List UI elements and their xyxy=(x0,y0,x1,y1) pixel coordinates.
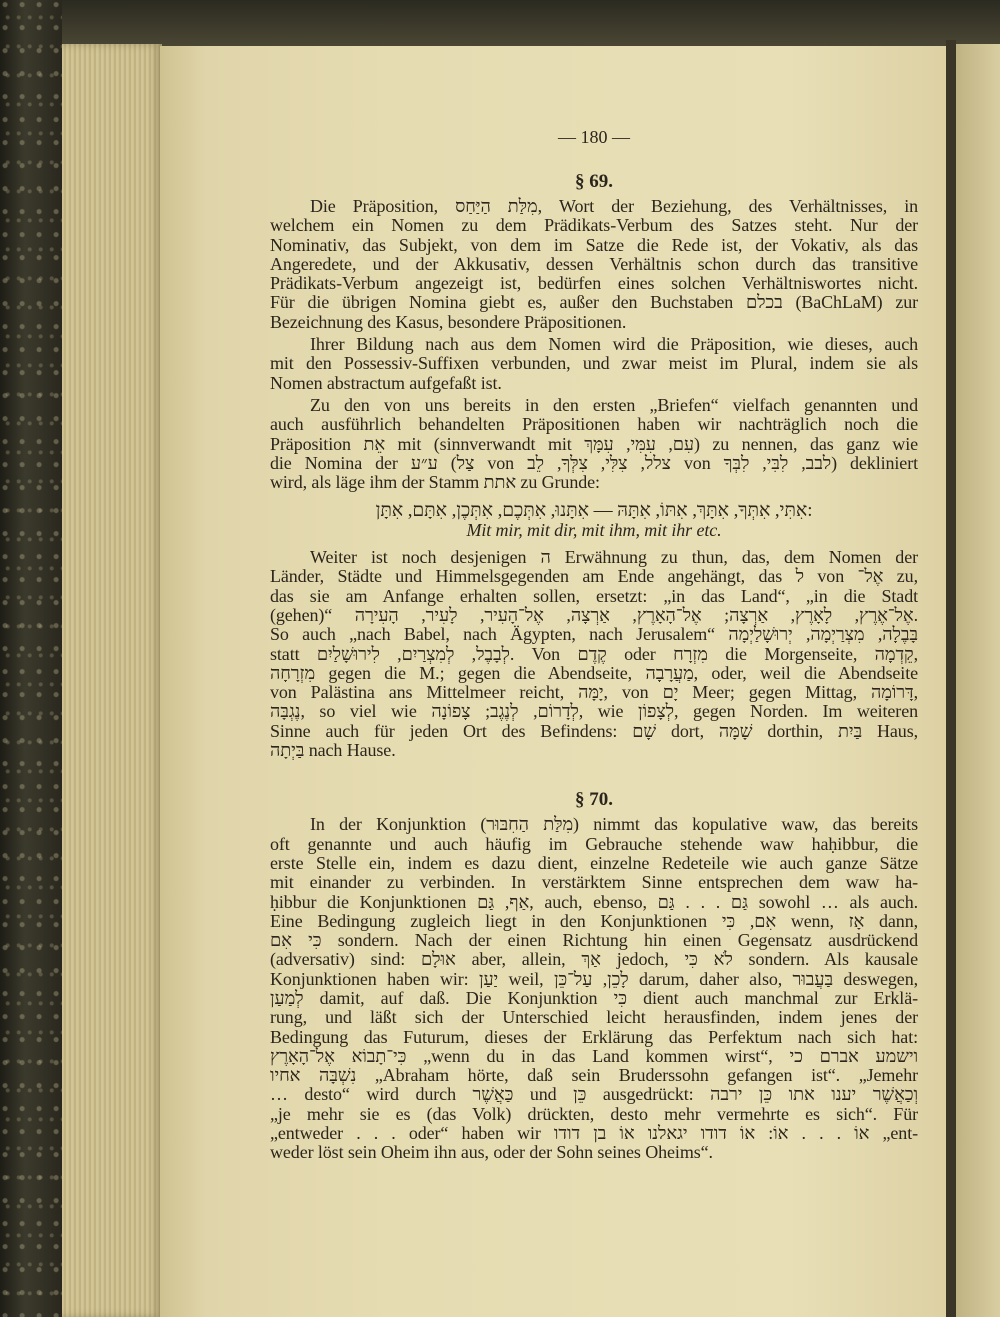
text-line: Länder, Städte und Himmelsgegenden am Ende angehängt, das ל von אֶל־ zu, xyxy=(270,566,918,587)
text-line: Nominativ, das Subjekt, von dem im Satze die Rede ist, der Vokativ, als das xyxy=(270,234,918,255)
section-heading: § 70. xyxy=(575,789,613,811)
text-line: Nomen abstractum aufgefaßt ist. xyxy=(270,372,502,393)
text-line: „je mehr sie es (das Volk) drückten, desto mehr vermehrte es sich“. Für xyxy=(270,1103,918,1124)
text-line: Für die übrigen Nomina giebt es, außer den Buchstaben בכלם (BaChLaM) zur xyxy=(270,292,918,313)
text-line: נִשְׁבָּה אחיו „Abraham hörte, daß sein Bruderssohn gefangen ist“. „Jemehr xyxy=(270,1065,918,1086)
example-block xyxy=(270,521,918,540)
paragraph xyxy=(270,335,918,393)
page-text xyxy=(270,126,918,1163)
text-line: erste Stelle ein, indem es dazu dient, einzelne Redeteile wie auch ganze Sätze xyxy=(270,852,918,873)
text-line: Die Präposition, מִלַּת הַיַּחַס, Wort der Beziehung, des Verhältnisses, in xyxy=(310,196,919,216)
text-line: welchem ein Nomen zu dem Prädikats-Verbum des Satzes steht. Nur der xyxy=(270,215,918,236)
book-binding xyxy=(0,0,62,1317)
paragraph xyxy=(270,396,918,492)
example-block xyxy=(270,501,918,520)
text-line: Weiter ist noch desjenigen ה Erwähnung zu thun, das, dem Nomen der xyxy=(310,547,918,568)
gutter-shadow xyxy=(946,40,956,1317)
text-line: Angeredete, und der Akkusativ, dessen Verhältnis schon durch das transitive xyxy=(270,253,918,274)
text-line: statt לְבָבֶל, לְמִצְרַיִם, לִירוּשָׁלַיִם. Von קֶדֶם oder מִזְרָח die Morgenseite, קֵדְמָה, xyxy=(270,643,918,664)
paragraph xyxy=(270,197,918,332)
page-number: — 180 — xyxy=(558,127,630,147)
text-line: Ihrer Bildung nach aus dem Nomen wird die Präposition, wie dieses, auch xyxy=(310,334,918,355)
text-line: oft genannte und auch häufig im Gebrauche stehende waw haḥibbur, die xyxy=(270,833,918,854)
text-line: Präposition אֵת mit (sinnverwandt mit עִם, עִמִּי, עִמָּךְ) zu nennen, das ganz wie xyxy=(270,433,918,454)
text-line: So auch „nach Babel, nach Ägypten, nach Jerusalem“ בָּבֶלָה, מִצְרַיְמָה, יְרוּשָׁלַיְמָה xyxy=(270,624,918,645)
page-stack-edge xyxy=(62,44,162,1317)
text-line: wird, als läge ihm der Stamm אתת zu Grunde: xyxy=(270,472,600,493)
text-line: ḥibbur die Konjunktionen אַף, גַּם, auch, ebenso, גַּם . . . גַּם sowohl … als auch. xyxy=(270,891,918,912)
section-heading: § 69. xyxy=(575,171,613,192)
text-line: בַּיְתָה nach Hause. xyxy=(270,740,396,761)
text-line: כִּי אִם sondern. Nach der einen Richtung hin einen Gegensatz ausdrückend xyxy=(270,930,918,951)
text-line: מִזְרָחָה gegen die M.; gegen die Abendseite, מַעֲרָבָה, oder, weil die Abendseite xyxy=(270,662,918,683)
text-line: auch ausführlich behandelten Präpositionen haben wir nachträglich noch die xyxy=(270,414,918,435)
paragraph xyxy=(270,548,918,760)
text-line: Konjunktionen haben wir: יַעַן weil, לָכֵן, עַל־כֵּן darum, daher also, בַּעֲבוּר deswegen, xyxy=(270,968,918,989)
text-line: כִּי־תָבוֹא אֶל־הָאָרֶץ „wenn du in das Land kommen wirst“, וישמע אברם כי xyxy=(270,1045,918,1066)
text-line: In der Konjunktion (מִלַּת הַחִבּוּר) nimmt das kopulative waw, das bereits xyxy=(310,814,918,835)
text-line: weder löst sein Oheim ihn aus, oder der Sohn seines Oheims“. xyxy=(270,1142,713,1163)
text-line: (adversativ) sind: אוּלָם aber, allein, אַךְ jedoch, לֹא כִּי sondern. Als kausale xyxy=(270,949,919,970)
text-line: Bedingung das Futurum, dieses der Erklärung das Perfektum nach sich hat: xyxy=(270,1026,918,1047)
text-line: אִתִּי, אִתְּךָ, אִתָּךְ, אִתּוֹ, אִתָּהּ — אִתָּנוּ, אִתְּכֶם, אִתְּכֶן, אִתָּם, אִתָּן: xyxy=(375,500,813,522)
text-line: Bezeichnung des Kasus, besondere Präpositionen. xyxy=(270,311,627,332)
text-line: mit einander zu verbinden. In verstärktem Sinne entsprechen dem waw ha- xyxy=(270,872,918,893)
text-line: … desto“ wird durch כַּאֲשֶׁר und כֵּן ausgedrückt: וְכַאֲשֶׁר יענו אתו כֵּן ירבה xyxy=(270,1084,918,1105)
paragraph xyxy=(270,815,918,1162)
text-line: Eine Bedingung zugleich liegt in den Konjunktionen אִם, כִּי wenn, אָז dann, xyxy=(270,910,918,931)
text-line: (gehen)“ אֶל־אֶרֶץ, לָאָרֶץ, אַרְצָה; אֶל־הָאָרֶץ, אַרְצָה, אֶל־הָעִיר, לָעִיר, הָעִירָה. xyxy=(270,604,918,625)
facing-page-edge xyxy=(956,44,1000,1317)
text-line: Sinne auch für jeden Ort des Befindens: שָׁם dort, שָׁמָּה dorthin, בַּיִת Haus, xyxy=(270,720,919,741)
text-line: Mit mir, mit dir, mit ihm, mit ihr etc. xyxy=(466,519,722,540)
text-line: das sie am Anfange erhalten sollen, ersetzt: „in das Land“, „in die Stadt xyxy=(270,585,918,606)
scan-top-edge xyxy=(0,0,1000,46)
text-line: „entweder . . . oder“ haben wir אוֹ . . . אוֹ: אוֹ דודו יגאלנו אוֹ בן דודו „ent- xyxy=(270,1123,918,1144)
text-line: נֶגְבָּה, so viel wie לְדָרוֹם, לְנֶגֶב; צָפוֹנָה, wie לְצָפוֹן, gegen Norden. Im weiteren xyxy=(270,701,918,722)
text-line: לְמַעַן damit, auf daß. Die Konjunktion כִּי dient auch manchmal zur Erklä- xyxy=(270,987,918,1008)
text-line: rung, und läßt sich der Unterschied leicht herausfinden, indem jenes der xyxy=(270,1007,918,1028)
text-line: von Palästina ans Mittelmeer reicht, יָמָּה, von יָם Meer; gegen Mittag, דָּרוֹמָה, xyxy=(270,682,918,703)
text-line: Zu den von uns bereits in den ersten „Briefen“ vielfach genannten und xyxy=(310,394,918,415)
text-line: die Nomina der ע״ע (צַל von צלל, צִלִּי, צִלְּךָ, לֵב von לבב, לִבִּי, לִבְּךָ) dekliniert xyxy=(270,452,918,473)
text-line: Prädikats-Verbum angezeigt ist, bedürfen eines solchen Verhältniswortes nicht. xyxy=(270,273,918,294)
text-line: mit den Possessiv-Suffixen verbunden, und zwar meist im Plural, indem sie als xyxy=(270,353,918,374)
